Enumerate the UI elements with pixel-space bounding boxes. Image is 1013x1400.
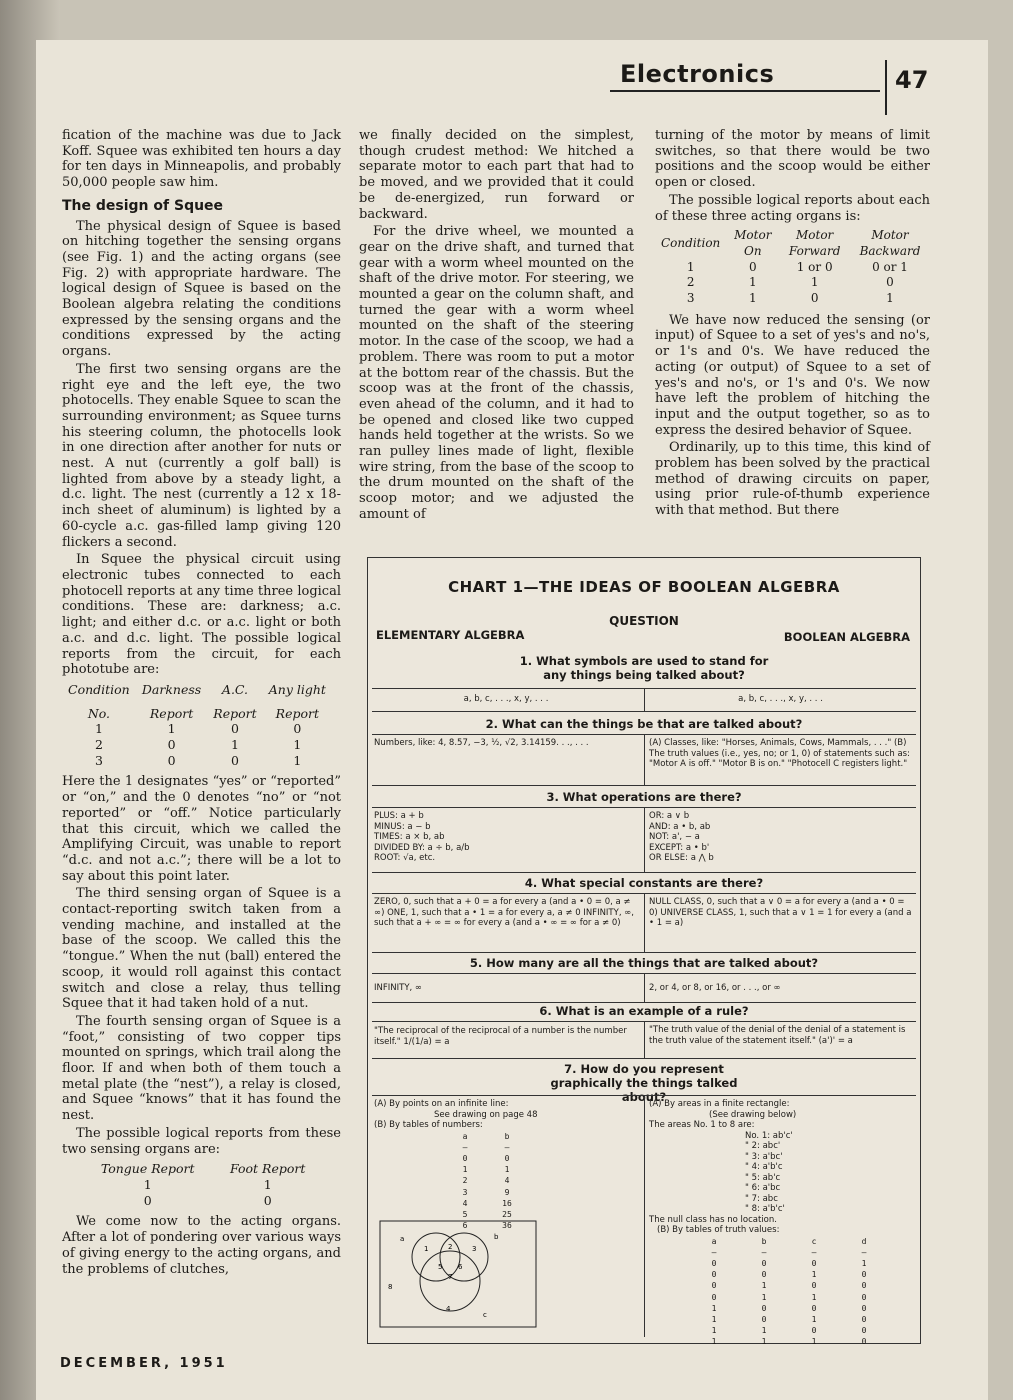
operation: EXCEPT: a • b' (649, 842, 710, 853)
table-cell: 36 (502, 1221, 512, 1231)
table-cell: 0 (462, 1153, 468, 1163)
representation-note: See drawing on page 48 (434, 1109, 538, 1120)
venn-diagram (378, 1219, 538, 1331)
table-header: Condition (68, 681, 130, 697)
operation: OR: a ∨ b (649, 811, 690, 821)
column-header: c (811, 1236, 817, 1246)
area-definition: " 6: a'bc (745, 1183, 781, 1193)
answer-row-7 (372, 1095, 916, 1347)
table-cell: 1 (811, 1270, 817, 1280)
answer-boolean (644, 808, 912, 872)
operation: MINUS: a − b (374, 821, 431, 832)
answer-elementary: a, b, c, . . ., x, y, . . . (463, 694, 549, 704)
table-cell: 0 (811, 1258, 817, 1268)
column-header: b (761, 1236, 767, 1246)
operation: AND: a • b, ab (649, 821, 711, 832)
paragraph: The first two sensing organs are the right eye and the left eye, the two photocells. They enable Squee to scan the surrounding environment; as Squee turns his steering column, the photocells look in one direction after another for nuts or nest. A nut (currently a golf ball) is lighted from above by a steady light, a d.c. light. The nest (currently a 12 x 18-inch sheet of aluminum) is lighted by a 60-cycle a.c. gas-filled lamp giving 120 flickers a second. (62, 361, 341, 550)
table-cell: 1 (711, 1326, 717, 1336)
answer-row-6 (372, 1021, 916, 1059)
area-definition: " 8: a'b'c' (745, 1204, 785, 1214)
table-cell: 0 (861, 1303, 867, 1313)
column-header: a (711, 1236, 717, 1246)
table-header: Motor On (734, 228, 772, 258)
magazine-brand: Electronics (620, 60, 775, 88)
acting-organs-table (655, 228, 930, 307)
table-header: Foot Report (230, 1161, 306, 1177)
numbers-table: a b — — 0 0 1 1 2 4 3 9 4 16 5 25 6 36 (444, 1131, 528, 1232)
column-header: d (861, 1236, 867, 1246)
paragraph: We have now reduced the sensing (or input) of Squee to a set of yes's and no's, or 1's and 0's. We have reduced the acting (or output) of Squee to a set of yes's and no's, or 1's and 0's. We now have left the problem of hitching the input and the output together, so as to express the desired behavior of Squee. (655, 312, 930, 438)
table-cell: 0 (811, 1281, 817, 1291)
answer-elementary (374, 1099, 638, 1335)
chart-title: CHART 1—THE IDEAS OF BOOLEAN ALGEBRA (448, 578, 840, 596)
table-cell: 1 (462, 1165, 468, 1175)
column-3 (655, 128, 930, 521)
venn-label: b (494, 1233, 499, 1241)
answer-boolean: "The truth value of the denial of the denial of a statement is the truth value of the statement itself." (a')' = a (644, 1022, 912, 1058)
table-cell: 1 (711, 1337, 717, 1347)
table-header: Condition (661, 236, 721, 251)
table-subheader: Report (275, 705, 320, 721)
table-cell: 2 (94, 737, 103, 753)
table-cell: 0 (263, 1192, 272, 1208)
venn-label: 1 (424, 1245, 429, 1253)
table-cell: 16 (502, 1198, 512, 1208)
table-cell: 0 (811, 1326, 817, 1336)
table-subheader: Report (149, 705, 194, 721)
circle-c (420, 1251, 480, 1311)
question-5: 5. How many are all the things that are talked about? (469, 956, 819, 970)
representation-note: (See drawing below) (709, 1109, 797, 1120)
answer-boolean (644, 1096, 912, 1347)
table-cell: 0 (810, 291, 819, 306)
paragraph: Here the 1 designates “yes” or “reported” or “on,” and the 0 denotes “no” or “not reported” or “off.” Notice particularly that this circuit, which we called the Amplifying Circuit, was unable to report “d.c. and not a.c.”; there will be a lot to say about this point later. (62, 774, 341, 884)
table-cell: 9 (504, 1187, 510, 1197)
answer-elementary: INFINITY, ∞ (374, 983, 422, 993)
table-cell: 0 (861, 1314, 867, 1324)
elementary-algebra-heading: ELEMENTARY ALGEBRA (376, 628, 525, 642)
table-header: Motor Backward (859, 228, 921, 258)
paragraph: fication of the machine was due to Jack Koff. Squee was exhibited ten hours a day for ten days in Minneapolis, and probably 50,000 people saw him. (62, 128, 341, 191)
boolean-algebra-chart (367, 557, 921, 1347)
table-cell: 1 (861, 1258, 867, 1268)
null-class-note: The null class has no location. (649, 1214, 777, 1225)
table-cell: 0 (761, 1303, 767, 1313)
table-header: A.C. (221, 681, 249, 697)
table-cell: 0 (231, 721, 239, 737)
table-cell: 1 (686, 259, 695, 274)
table-cell: 1 (811, 1292, 817, 1302)
table-cell: 1 (263, 1177, 272, 1192)
answer-boolean: NULL CLASS, 0, such that a ∨ 0 = a for every a (and a • 0 = 0) UNIVERSE CLASS, 1, such that a ∨ 1 = 1 for every a (and a • 1 = a) (644, 894, 912, 952)
table-cell: 0 (761, 1258, 767, 1268)
table-cell: 0 (861, 1326, 867, 1336)
paragraph: Ordinarily, up to this time, this kind of problem has been solved by the practical method of drawing circuits on paper, using prior rule-of-thumb experience with that method. But there (655, 440, 930, 519)
operation: PLUS: a + b (374, 811, 424, 821)
paragraph: We come now to the acting organs. After a lot of pondering over various ways of giving energy to the acting organs, and the problems of clutches, (62, 1214, 341, 1277)
answer-boolean: a, b, c, . . ., x, y, . . . (644, 689, 912, 711)
issue-date-footer: DECEMBER, 1951 (60, 1356, 228, 1371)
table-cell: 1 (711, 1303, 717, 1313)
table-cell: 0 (167, 737, 176, 753)
question-7: 7. How do you represent graphically the things talked about? (550, 1062, 738, 1104)
table-cell: 1 (748, 291, 757, 306)
table-header: Any light (268, 681, 326, 697)
column-header: b (504, 1131, 510, 1141)
table-cell: 0 (861, 1292, 867, 1302)
table-cell: 0 (167, 752, 176, 768)
header-vertical-rule (885, 60, 887, 115)
table-cell: 0 (748, 259, 757, 274)
table-cell: 0 or 1 (872, 259, 908, 274)
area-definition: " 2: abc' (745, 1141, 781, 1151)
paragraph: The possible logical reports from these two sensing organs are: (62, 1125, 341, 1157)
table-cell: 0 (711, 1270, 717, 1280)
representation-line: (A) By areas in a finite rectangle: (649, 1099, 790, 1109)
table-cell: 2 (462, 1176, 468, 1186)
paragraph: The fourth sensing organ of Squee is a “foot,” consisting of two copper tips mounted on springs, which trail along the floor. If and when both of them touch a metal plate (the “nest”), a relay is closed, and Squee “knows” that it has found the nest. (62, 1013, 341, 1124)
paragraph: In Squee the physical circuit using electronic tubes connected to each photocell reports at any time three logical conditions. These are: darkness; a.c. light; and either d.c. or a.c. light or both a.c. and d.c. light. The possible logical reports from the circuit, for each phototube are: (62, 552, 341, 678)
table-cell: 4 (504, 1176, 510, 1186)
venn-label: 3 (472, 1245, 477, 1253)
venn-label: 7 (448, 1273, 453, 1281)
table-cell: 1 (761, 1326, 767, 1336)
table-cell: 5 (462, 1209, 468, 1219)
table-cell: 1 or 0 (796, 259, 833, 274)
answer-elementary: ZERO, 0, such that a + 0 = a for every a (and a • 0 = 0, a ≠ ∞) ONE, 1, such that a • 1 = a for every a, a ≠ 0 INFINITY, ∞, such that a + ∞ = ∞ for every a (and a • ∞ = ∞ for a ≠ 0) (374, 897, 635, 928)
table-cell: 0 (143, 1192, 152, 1208)
table-cell: 1 (167, 721, 176, 737)
operation: TIMES: a × b, ab (374, 832, 445, 842)
venn-label: c (483, 1311, 487, 1319)
answer-elementary: Numbers, like: 4, 8.57, −3, ½, √2, 3.14159. . ., . . . (374, 738, 589, 748)
table-cell: 1 (761, 1337, 767, 1347)
table-cell: 1 (143, 1177, 152, 1192)
venn-label: 8 (388, 1283, 393, 1291)
question-2: 2. What can the things be that are talked about? (485, 717, 803, 731)
answer-boolean: (A) Classes, like: "Horses, Animals, Cows, Mammals, . . ." (B) The truth values (i.e., yes, no; or 1, 0) of statements such as: "Motor A is off." "Motor B is on." "Photocell C registers light." (644, 735, 912, 785)
table-cell: 1 (231, 737, 239, 753)
question-1: 1. What symbols are used to stand for any things being talked about? (519, 654, 769, 682)
table-cell: 0 (504, 1153, 510, 1163)
representation-line: The areas No. 1 to 8 are: (649, 1120, 755, 1130)
header-rule (610, 90, 880, 92)
table-cell: 0 (711, 1281, 717, 1291)
table-cell: 0 (861, 1337, 867, 1347)
table-cell: 1 (761, 1281, 767, 1291)
answer-row-3 (372, 807, 916, 873)
table-subheader: No. (87, 705, 111, 721)
truth-values-table: a b c d — — — — 0 0 0 1 0 0 1 0 0 1 0 0 0 1 1 0 1 0 0 0 1 0 1 0 1 1 0 0 1 1 1 0 (689, 1236, 889, 1348)
operation: NOT: a', − a (649, 832, 700, 842)
venn-label: 4 (446, 1305, 451, 1313)
venn-label: 6 (458, 1263, 463, 1271)
answer-row-2 (372, 734, 916, 786)
table-cell: 1 (761, 1292, 767, 1302)
table-cell: 3 (462, 1187, 468, 1197)
table-cell: 1 (293, 737, 302, 753)
table-cell: 1 (94, 721, 103, 737)
sensing-report-table (62, 682, 332, 769)
paragraph: turning of the motor by means of limit switches, so that there would be two positions and the scoop would be either open or closed. (655, 128, 930, 191)
table-header: Motor Forward (788, 228, 841, 258)
area-definition: No. 1: ab'c' (745, 1130, 793, 1141)
table-cell: 2 (686, 275, 695, 290)
answer-elementary: "The reciprocal of the reciprocal of a number is the number itself." 1/(1/a) = a (374, 1026, 627, 1047)
area-definition: " 7: abc (745, 1193, 778, 1204)
table-cell: 0 (711, 1292, 717, 1302)
area-definition: " 3: a'bc' (745, 1151, 783, 1162)
answer-row-5 (372, 973, 916, 1003)
table-cell: 0 (761, 1270, 767, 1280)
table-cell: 1 (886, 291, 894, 306)
venn-label: 2 (448, 1243, 453, 1251)
representation-table-label: (B) By tables of numbers: (374, 1120, 483, 1130)
tongue-foot-table (82, 1161, 322, 1208)
table-cell: 1 (811, 1337, 817, 1347)
area-definition: " 5: ab'c (745, 1172, 781, 1183)
table-cell: 1 (748, 275, 757, 290)
venn-label: 5 (438, 1263, 443, 1271)
paragraph: The possible logical reports about each of these three acting organs is: (655, 192, 930, 224)
table-cell: 25 (502, 1209, 512, 1219)
operation: DIVIDED BY: a ÷ b, a/b (374, 842, 470, 853)
table-cell: 0 (231, 752, 239, 768)
table-cell: 0 (861, 1270, 867, 1280)
table-cell: 1 (810, 275, 819, 290)
area-definition: " 4: a'b'c (745, 1162, 783, 1172)
table-cell: 6 (462, 1221, 468, 1231)
venn-label: a (400, 1235, 405, 1243)
table-cell: 3 (686, 291, 695, 306)
table-cell: 1 (504, 1165, 510, 1175)
question-4: 4. What special constants are there? (524, 876, 764, 890)
paragraph: we finally decided on the simplest, though crudest method: We hitched a separate motor to each part that had to be moved, and we provided that it could be de-energized, run forward or backward. (359, 128, 634, 222)
column-2 (359, 128, 634, 525)
table-cell: 0 (761, 1314, 767, 1324)
table-cell: 1 (811, 1314, 817, 1324)
table-cell: 4 (462, 1198, 468, 1208)
operation: ROOT: √a, etc. (374, 853, 436, 863)
table-cell: 3 (94, 752, 103, 768)
representation-table-label: (B) By tables of truth values: (657, 1225, 780, 1235)
page-number: 47 (895, 66, 929, 94)
question-6: 6. What is an example of a rule? (539, 1004, 749, 1018)
table-cell: 0 (811, 1303, 817, 1313)
column-header: a (462, 1131, 468, 1141)
representation-line: (A) By points on an infinite line: (374, 1099, 509, 1109)
table-cell: 0 (711, 1258, 717, 1268)
column-1 (62, 128, 341, 1279)
answer-boolean: 2, or 4, or 8, or 16, or . . ., or ∞ (644, 974, 912, 1002)
paragraph: The physical design of Squee is based on hitching together the sensing organs (see Fig. 1) and the acting organs (see Fig. 2) with appropriate hardware. The logical design of Squee is based on the Boolean algebra relating the conditions expressed by the sensing organs and the conditions expressed by the acting organs. (62, 218, 341, 360)
table-cell: 0 (861, 1281, 867, 1291)
table-cell: 1 (293, 752, 302, 768)
answer-row-4 (372, 893, 916, 953)
section-heading: The design of Squee (62, 197, 224, 214)
paragraph: The third sensing organ of Squee is a contact-reporting switch taken from a vending machine, and installed at the base of the scoop. We called this the “tongue.” When the nut (ball) entered the scoop, it would roll against this contact switch and close a relay, thus telling Squee that it had taken hold of a nut. (62, 886, 341, 1012)
table-cell: 1 (711, 1314, 717, 1324)
paragraph: For the drive wheel, we mounted a gear on the drive shaft, and turned that gear with a worm wheel mounted on the shaft of the drive motor. For steering, we mounted a gear on the column shaft, and turned the gear with a worm wheel mounted on the shaft of the steering motor. In the case of the scoop, we had a problem. There was room to put a motor at the bottom rear of the chassis. But the scoop was at the front of the chassis, even ahead of the column, and it had to be opened and closed like two cupped hands held together at the wrists. So we ran pulley lines made of light, flexible wire string, from the base of the scoop to the drum mounted on the shaft of the scoop motor; and we adjusted the amount of (359, 224, 634, 522)
question-3: 3. What operations are there? (546, 790, 742, 804)
table-header: Darkness (141, 681, 202, 697)
operation: OR ELSE: a ⋀ b (649, 853, 714, 863)
question-heading: QUESTION (609, 614, 679, 628)
table-header: Tongue Report (100, 1161, 195, 1177)
answer-elementary (374, 811, 638, 864)
table-cell: 0 (886, 275, 894, 290)
answer-row-1 (372, 688, 916, 712)
table-cell: 0 (293, 721, 302, 737)
boolean-algebra-heading: BOOLEAN ALGEBRA (783, 630, 910, 644)
circle-a (412, 1233, 460, 1281)
table-subheader: Report (213, 705, 257, 721)
